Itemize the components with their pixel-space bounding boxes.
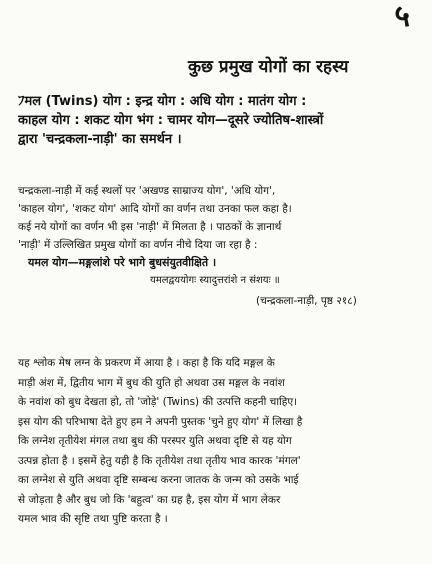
paragraph-line: के नवांश को बुध देखता हो, तो 'जोड़े' (Twins) की उत्पत्ति कहनी चाहिए। — [18, 396, 298, 408]
chapter-number: ५ — [394, 0, 410, 34]
paragraph-line: 'काहल योग', 'शकट योग' आदि योगों का वर्णन तथा उनका फल कहा है। — [18, 203, 292, 215]
intro-paragraph — [18, 182, 422, 254]
paragraph-line: का लग्नेश से युति अथवा दृष्टि सम्बन्ध करना जातक के जन्म को उसके भाई — [18, 474, 299, 486]
verse-line: यमल योग—मङ्गलांशे परे भागे बुधसंयुतवीक्षिते । — [28, 256, 217, 269]
commentary-paragraph — [18, 354, 422, 530]
summary-line: ﾌमल (Twins) योग : इन्द्र योग : अधि योग : मातंग योग : — [18, 94, 307, 109]
paragraph-line: चन्द्रकला-नाड़ी में कई स्थलों पर 'अखण्ड साम्राज्य योग', 'अधि योग', — [18, 185, 276, 197]
paragraph-line: से जोड़ता है और बुध जो कि 'बहुत्व' का ग्रह है, इस योग में भाग लेकर — [18, 493, 281, 506]
verse-line: यमलद्वययोगः स्यादुत्तरांशे न संशयः ॥ — [150, 275, 280, 286]
sanskrit-verse — [28, 254, 422, 310]
summary-line: काहल योग : शकट योग भंग : चामर योग—दूसरे ज्योतिष-शास्त्रों — [18, 113, 324, 128]
paragraph-line: कि लग्नेश तृतीयेश मंगल तथा बुध की परस्पर युति अथवा दृष्टि से यह योग — [18, 435, 292, 447]
summary-line: द्वारा 'चन्द्रकला-नाड़ी' का समर्थन । — [18, 132, 182, 147]
paragraph-line: 'नाड़ी' में उल्लिखित प्रमुख योगों का वर्णन नीचे दिया जा रहा है : — [18, 239, 258, 251]
paragraph-line: माड़ी अंश में, द्वितीय भाग में बुध की युति हो अथवा उस मङ्गल के नवांश — [18, 376, 285, 389]
paragraph-line: इस योग की परिभाषा देते हुए हम ने अपनी पुस्तक 'चुने हुए योग' में लिखा है — [18, 415, 303, 428]
paragraph-line: यमल भाव की सृष्टि तथा पुष्टि करता है । — [18, 513, 168, 525]
paragraph-line: यह श्लोक मेष लग्न के प्रकरण में आया है । कहा है कि यदि मङ्गल के — [18, 357, 275, 369]
chapter-title: कुछ प्रमुख योगों का रहस्य — [188, 57, 349, 77]
verse-citation: (चन्द्रकला-नाड़ी, पृष्ठ २१८) — [256, 295, 357, 307]
chapter-summary — [18, 92, 418, 149]
paragraph-line: कई नये योगों का वर्णन भी इस 'नाड़ी' में मिलता है । पाठकों के ज्ञानार्थ — [18, 221, 282, 233]
paragraph-line: उत्पन्न होता है । इसमें हेतु यही है कि तृतीयेश तथा तृतीय भाव कारक 'मंगल' — [18, 454, 301, 467]
